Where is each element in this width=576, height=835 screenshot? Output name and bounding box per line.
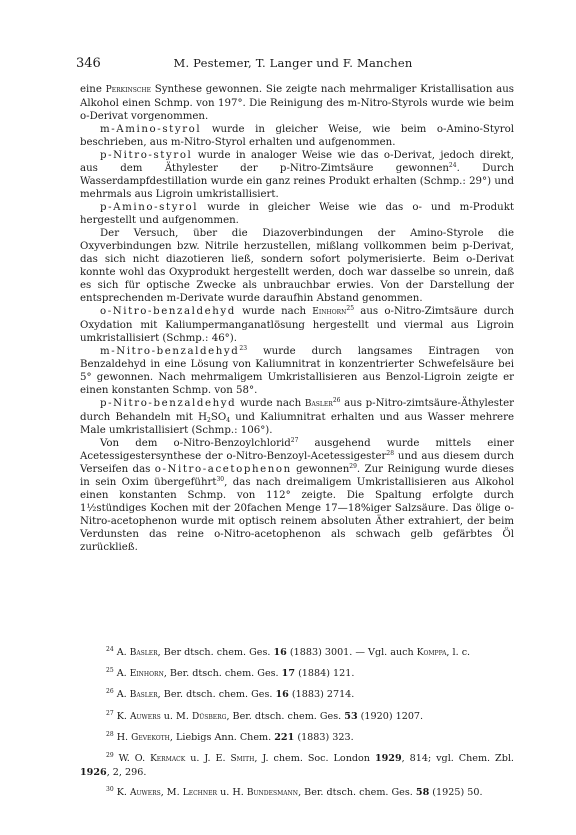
body-text [80, 83, 514, 554]
text-run: u. J. E. [185, 752, 231, 764]
text-run: SO [210, 412, 227, 423]
text-run: 53 [344, 710, 358, 722]
footnote-ref: 27 [106, 709, 114, 717]
footnote-ref: 28 [386, 450, 395, 457]
text-run: wurde durch langsames Eintragen von Benzaldehyd in eine Lösung von Kaliumnitrat in konzentrierter Schwefelsäure bei 5° gewonnen. Nach mehrmaligem Umkristallisieren aus Benzol-Ligroin zeigte er einen konstanten Schmp. von 58°. [80, 346, 514, 396]
text-run: 58 [415, 787, 430, 799]
text-run: K. [113, 787, 130, 799]
compound-name: m-Amino-styrol [100, 124, 202, 135]
paragraph [80, 437, 514, 554]
text-run: (1884) 121. [295, 668, 355, 680]
page-number: 346 [76, 56, 101, 71]
text-run: wurde in gleicher Weise, wie beim o-Amino-Styrol beschrieben, aus m-Nitro-Styrol erhalten und aufgenommen. [80, 124, 514, 148]
text-run: (1883) 3001. — Vgl. auch [286, 647, 417, 658]
running-title: M. Pestemer, T. Langer und F. Manchen [173, 56, 413, 70]
text-run: und Kaliumnitrat erhalten und aus Wasser mehrere Male umkristallisiert (Schmp.: 106°). [80, 412, 514, 436]
footnote [80, 710, 514, 724]
author-name: Einhorn [129, 669, 164, 680]
text-run: A. [113, 668, 130, 680]
text-run: 221 [274, 731, 295, 743]
text-run: eine [80, 84, 106, 95]
paragraph [80, 305, 514, 345]
text-run: , 814; vgl. Chem. Zbl. [401, 752, 514, 764]
author-name: Einhorn [312, 307, 347, 317]
paragraph [80, 397, 514, 437]
text-run: gewonnen [291, 464, 350, 475]
compound-name: o-Nitro-acetophenon [154, 464, 292, 475]
footnote-ref: 25 [106, 667, 114, 675]
footnote-ref: 30 [106, 786, 114, 794]
text-run: 1926 [80, 766, 107, 778]
footnote [80, 688, 514, 702]
footnote-ref: 23 [239, 345, 248, 352]
text-run: (1883) 2714. [288, 689, 355, 701]
text-run: W. O. [113, 752, 151, 764]
author-name: Düsberg [191, 711, 227, 722]
footnote-ref: 24 [106, 646, 114, 653]
footnote-ref: 29 [106, 751, 114, 759]
text-run: , 2, 296. [106, 766, 147, 778]
author-name: Gevekoth [131, 732, 170, 743]
text-run: 16 [275, 689, 289, 701]
text-run: Von dem o-Nitro-Benzoylchlorid [100, 438, 291, 449]
footnote-ref: 27 [290, 437, 299, 444]
text-run: . Durch Wasserdampfdestillation wurde ein ganz reines Produkt erhalten (Schmp.: 29°) und mehrmals aus Ligroin umkristallisiert. [80, 163, 515, 200]
text-run: wurde nach [236, 398, 305, 409]
footnote-ref: 29 [349, 463, 357, 470]
text-run: , Ber dtsch. chem. Ges. [157, 647, 274, 658]
text-run: (1883) 323. [294, 731, 354, 743]
author-name: Auwers [129, 711, 161, 722]
text-run: 1929 [374, 752, 402, 764]
text-run: , das nach dreimaligem Umkristallisieren aus Alkohol einen konstanten Schmp. von 112° zeigte. Die Spaltung erfolgte durch 1½stündiges Kochen mit der 20fachen Menge 17—18%iger Salzsäure. Das ölige o-Nitro-acetophenon wurde mit optisch reinem absoluten Äther extrahiert, der beim Verdunsten das reine o-Nitro-acetophenon als schwach gelb gefärbtes Öl zurückließ. [80, 477, 515, 553]
author-name: Perkinsche [105, 85, 152, 95]
footnotes [80, 646, 514, 807]
text-run: wurde in analoger Weise wie das o-Derivat, jedoch direkt, aus dem Äthylester der p-Nitro-Zimtsäure gewonnen [80, 150, 514, 174]
paragraph [80, 149, 514, 201]
text-run: A. [113, 647, 130, 658]
compound-name: p-Nitro-styrol [100, 150, 193, 161]
footnote-ref: 24 [448, 162, 457, 169]
paragraph [80, 201, 514, 227]
text-run: H. [113, 731, 132, 743]
text-run: , Ber. dtsch. chem. Ges. [163, 668, 282, 680]
footnote-ref: 28 [106, 730, 114, 738]
text-run: , Ber. dtsch. chem. Ges. [157, 689, 276, 701]
author-name: Smith [230, 753, 255, 764]
footnote [80, 752, 514, 779]
footnote [80, 786, 514, 800]
text-run: A. [113, 689, 130, 701]
text-run: u. M. [160, 710, 192, 722]
text-run: , M. [160, 787, 183, 799]
text-run: , Ber. dtsch. chem. Ges. [226, 710, 345, 722]
footnote-ref: 30 [216, 476, 225, 483]
text-run: ausgehend wurde mittels einer Acetessigestersynthese der o-Nitro-Benzoyl-Acetessigester [80, 438, 514, 462]
text-run: 16 [273, 647, 287, 658]
author-name: Lechner [182, 788, 218, 799]
author-name: Bundesmann [246, 788, 299, 799]
author-name: Komppa [416, 648, 447, 658]
text-run: aus p-Nitro-zimtsäure-Äthylester durch Behandeln mit H [80, 398, 514, 423]
text-run: u. H. [217, 787, 247, 799]
text-run: 4 [226, 417, 231, 424]
text-run: (1920) 1207. [357, 710, 424, 722]
text-run: . Zur Reinigung wurde dieses in sein Oxim übergeführt [80, 464, 514, 488]
text-run: und aus diesem durch Verseifen das [80, 451, 514, 475]
author-name: Kermack [150, 753, 186, 764]
footnote [80, 646, 514, 660]
text-run: aus o-Nitro-Zimtsäure durch Oxydation mit Kaliumpermanganatlösung hergestellt und viermal aus Ligroin umkristallisiert (Schmp.: 46°). [80, 306, 514, 344]
text-run: K. [113, 710, 130, 722]
paragraph [80, 345, 514, 397]
text-run: Der Versuch, über die Diazoverbindungen der Amino-Styrole die Oxyverbindungen bzw. Nitrile herzustellen, mißlang vollkommen beim p-Derivat, das sich nicht diazotieren ließ, sondern sofort polymerisierte. Beim o-Derivat konnte wohl das Oxyprodukt hergestellt werden, doch war dasselbe so unrein, daß es sich für optische Zwecke als unbrauchbar erwies. Von der Darstellung der entsprechenden m-Derivate wurde daraufhin Abstand genommen. [80, 228, 514, 304]
text-run: , J. chem. Soc. London [254, 752, 375, 764]
author-name: Basler [304, 399, 333, 409]
compound-name: o-Nitro-benzaldehyd [100, 306, 236, 317]
text-run: Synthese gewonnen. Sie zeigte nach mehrmaliger Kristallisation aus Alkohol einen Schmp. von 197°. Die Reinigung des m-Nitro-Styrols wurde wie beim o-Derivat vorgenommen. [80, 84, 514, 122]
text-run: wurde in gleicher Weise wie das o- und m-Produkt hergestellt und aufgenommen. [80, 202, 514, 226]
paragraph [80, 123, 514, 149]
text-run: (1925) 50. [429, 787, 483, 799]
text-run: , l. c. [446, 647, 471, 658]
paragraph [80, 83, 514, 123]
footnote-ref: 25 [346, 305, 355, 312]
footnote [80, 731, 514, 745]
compound-name: p-Nitro-benzaldehyd [100, 398, 237, 409]
author-name: Auwers [129, 788, 161, 799]
author-name: Basler [129, 690, 158, 701]
text-run: 2 [207, 417, 211, 424]
text-run: 17 [281, 668, 296, 680]
compound-name: p-Amino-styrol [100, 202, 199, 213]
author-name: Basler [129, 648, 158, 658]
text-run: wurde nach [235, 306, 313, 317]
page-header [76, 56, 510, 72]
paragraph [80, 227, 514, 305]
compound-name: m-Nitro-benzaldehyd [100, 346, 240, 357]
footnote [80, 667, 514, 681]
text-run: , Ber. dtsch. chem. Ges. [298, 787, 416, 799]
text-run: , Liebigs Ann. Chem. [169, 731, 275, 743]
footnote-ref: 26 [332, 397, 341, 404]
footnote-ref: 26 [106, 688, 114, 696]
